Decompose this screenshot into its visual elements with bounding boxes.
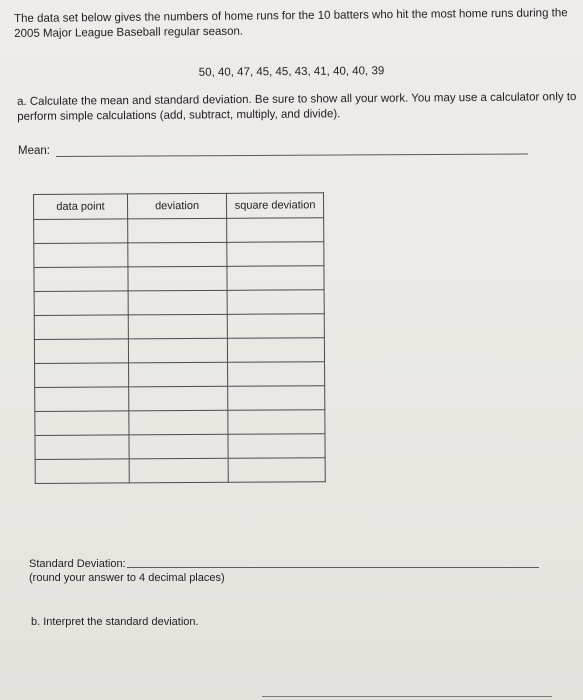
- table-cell[interactable]: [227, 242, 324, 267]
- table-row: [35, 362, 325, 388]
- table-row: [35, 410, 325, 436]
- table-row: [35, 434, 325, 460]
- table-cell[interactable]: [228, 410, 325, 435]
- table-cell[interactable]: [34, 219, 128, 244]
- table-row: [34, 242, 324, 268]
- table-body: [34, 218, 326, 484]
- standard-deviation-answer-line: [127, 567, 539, 568]
- standard-deviation-block: [29, 557, 225, 585]
- table-cell[interactable]: [128, 242, 227, 267]
- table-cell[interactable]: [129, 362, 228, 387]
- mean-label: Mean:: [18, 145, 50, 157]
- part-a-instructions: a. Calculate the mean and standard deviation. Be sure to show all your work. You may use a calculator only to perform simple calculations (add, subtract, multiply, and divide).: [17, 91, 577, 123]
- table-cell[interactable]: [227, 218, 324, 243]
- table-row: [34, 338, 324, 364]
- part-b-prompt: b. Interpret the standard deviation.: [31, 616, 199, 628]
- table-cell[interactable]: [128, 338, 227, 363]
- header-data-point: data point: [34, 194, 128, 220]
- table-cell[interactable]: [35, 387, 129, 412]
- table-cell[interactable]: [227, 338, 324, 363]
- table-cell[interactable]: [34, 315, 128, 340]
- standard-deviation-label: Standard Deviation:: [29, 558, 126, 570]
- table-cell[interactable]: [228, 458, 325, 483]
- table-row: [35, 458, 325, 484]
- header-square-deviation: square deviation: [226, 193, 323, 219]
- table-cell[interactable]: [35, 411, 129, 436]
- header-deviation: deviation: [128, 193, 227, 219]
- table-cell[interactable]: [228, 362, 325, 387]
- table-cell[interactable]: [228, 434, 325, 459]
- mean-answer-line: [56, 154, 528, 157]
- table-row: [34, 290, 324, 316]
- table-cell[interactable]: [35, 435, 129, 460]
- table-cell[interactable]: [128, 218, 227, 243]
- table-cell[interactable]: [227, 314, 324, 339]
- table-header-row: [34, 193, 324, 220]
- table-row: [35, 386, 325, 412]
- problem-intro: The data set below gives the numbers of home runs for the 10 batters who hit the most home runs during the 2005 Major League Baseball regular season.: [14, 7, 568, 40]
- rounding-note: (round your answer to 4 decimal places): [29, 572, 225, 584]
- table-cell[interactable]: [34, 291, 128, 316]
- table-cell[interactable]: [34, 243, 128, 268]
- table-row: [34, 218, 324, 244]
- table-cell[interactable]: [34, 339, 128, 364]
- deviation-table: [33, 192, 326, 484]
- dataset-values: 50, 40, 47, 45, 45, 43, 41, 40, 40, 39: [198, 65, 385, 79]
- table-cell[interactable]: [129, 386, 228, 411]
- table-cell[interactable]: [129, 434, 228, 459]
- table-row: [34, 314, 324, 340]
- table-cell[interactable]: [228, 386, 325, 411]
- table-cell[interactable]: [227, 290, 324, 315]
- table-cell[interactable]: [128, 266, 227, 291]
- table-cell[interactable]: [35, 363, 129, 388]
- table-cell[interactable]: [34, 267, 128, 292]
- table-cell[interactable]: [128, 314, 227, 339]
- table-cell[interactable]: [227, 266, 324, 291]
- table-cell[interactable]: [128, 290, 227, 315]
- part-b-answer-line: [262, 696, 552, 697]
- deviation-table-wrapper: [33, 192, 326, 484]
- table-row: [34, 266, 324, 292]
- table-cell[interactable]: [129, 410, 228, 435]
- table-cell[interactable]: [129, 458, 228, 483]
- table-cell[interactable]: [35, 459, 129, 484]
